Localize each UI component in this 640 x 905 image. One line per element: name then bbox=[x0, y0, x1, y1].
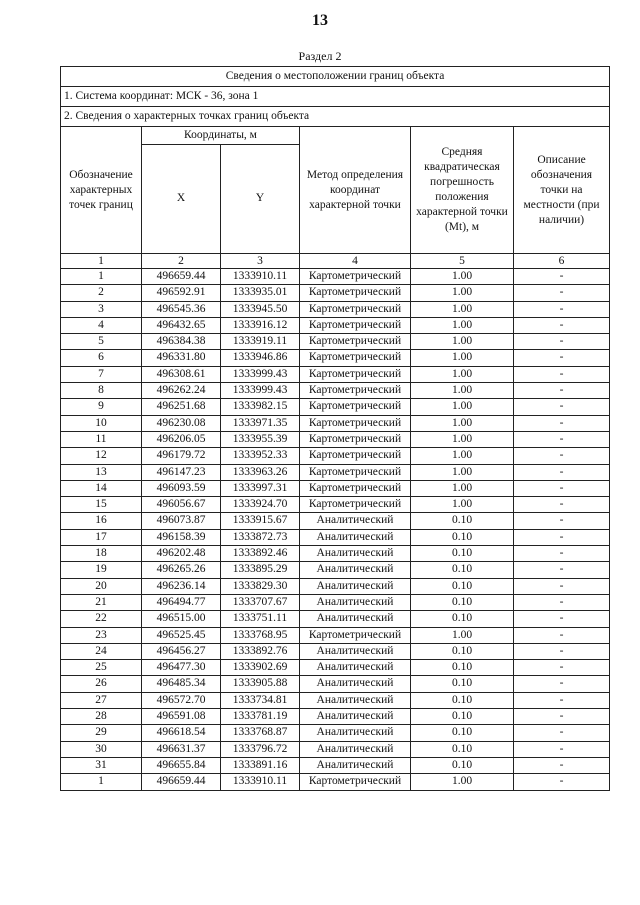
x-coordinate: 496206.05 bbox=[142, 431, 221, 447]
point-number: 28 bbox=[61, 709, 142, 725]
point-number: 25 bbox=[61, 660, 142, 676]
point-number: 24 bbox=[61, 643, 142, 659]
y-coordinate: 1333895.29 bbox=[221, 562, 300, 578]
error-value: 0.10 bbox=[411, 562, 514, 578]
y-coordinate: 1333919.11 bbox=[221, 334, 300, 350]
header-point: Обозначение характерных точек границ bbox=[61, 127, 142, 254]
y-coordinate: 1333924.70 bbox=[221, 497, 300, 513]
method: Картометрический bbox=[300, 350, 411, 366]
x-coordinate: 496236.14 bbox=[142, 578, 221, 594]
x-coordinate: 496179.72 bbox=[142, 448, 221, 464]
y-coordinate: 1333945.50 bbox=[221, 301, 300, 317]
method: Аналитический bbox=[300, 725, 411, 741]
y-coordinate: 1333946.86 bbox=[221, 350, 300, 366]
x-coordinate: 496093.59 bbox=[142, 480, 221, 496]
error-value: 0.10 bbox=[411, 725, 514, 741]
description: - bbox=[514, 497, 610, 513]
description: - bbox=[514, 448, 610, 464]
table-row bbox=[61, 643, 610, 659]
table-row bbox=[61, 464, 610, 480]
description: - bbox=[514, 611, 610, 627]
y-coordinate: 1333734.81 bbox=[221, 692, 300, 708]
y-coordinate: 1333915.67 bbox=[221, 513, 300, 529]
x-coordinate: 496592.91 bbox=[142, 285, 221, 301]
table-title: Сведения о местоположении границ объекта bbox=[61, 67, 610, 87]
header-error: Средняя квадратическая погрешность положения характерной точки (Mt), м bbox=[411, 127, 514, 254]
point-number: 6 bbox=[61, 350, 142, 366]
x-coordinate: 496572.70 bbox=[142, 692, 221, 708]
error-value: 1.00 bbox=[411, 627, 514, 643]
x-coordinate: 496432.65 bbox=[142, 317, 221, 333]
point-number: 4 bbox=[61, 317, 142, 333]
y-coordinate: 1333796.72 bbox=[221, 741, 300, 757]
header-description: Описание обозначения точки на местности (при наличии) bbox=[514, 127, 610, 254]
y-coordinate: 1333910.11 bbox=[221, 269, 300, 285]
error-value: 1.00 bbox=[411, 366, 514, 382]
error-value: 1.00 bbox=[411, 285, 514, 301]
error-value: 1.00 bbox=[411, 464, 514, 480]
x-coordinate: 496494.77 bbox=[142, 594, 221, 610]
column-number: 2 bbox=[142, 254, 221, 269]
point-number: 7 bbox=[61, 366, 142, 382]
method: Аналитический bbox=[300, 513, 411, 529]
table-row bbox=[61, 562, 610, 578]
description: - bbox=[514, 692, 610, 708]
table-row bbox=[61, 709, 610, 725]
point-number: 30 bbox=[61, 741, 142, 757]
error-value: 1.00 bbox=[411, 383, 514, 399]
error-value: 1.00 bbox=[411, 269, 514, 285]
method: Картометрический bbox=[300, 431, 411, 447]
point-number: 21 bbox=[61, 594, 142, 610]
y-coordinate: 1333982.15 bbox=[221, 399, 300, 415]
description: - bbox=[514, 562, 610, 578]
description: - bbox=[514, 334, 610, 350]
method: Картометрический bbox=[300, 285, 411, 301]
error-value: 0.10 bbox=[411, 709, 514, 725]
method: Аналитический bbox=[300, 757, 411, 773]
column-number: 4 bbox=[300, 254, 411, 269]
error-value: 1.00 bbox=[411, 497, 514, 513]
error-value: 1.00 bbox=[411, 431, 514, 447]
table-row bbox=[61, 285, 610, 301]
error-value: 0.10 bbox=[411, 757, 514, 773]
y-coordinate: 1333707.67 bbox=[221, 594, 300, 610]
table-row bbox=[61, 350, 610, 366]
error-value: 0.10 bbox=[411, 676, 514, 692]
table-row bbox=[61, 415, 610, 431]
x-coordinate: 496265.26 bbox=[142, 562, 221, 578]
header-method: Метод определения координат характерной точки bbox=[300, 127, 411, 254]
y-coordinate: 1333955.39 bbox=[221, 431, 300, 447]
table-row bbox=[61, 366, 610, 382]
x-coordinate: 496056.67 bbox=[142, 497, 221, 513]
method: Картометрический bbox=[300, 317, 411, 333]
error-value: 0.10 bbox=[411, 578, 514, 594]
method: Картометрический bbox=[300, 301, 411, 317]
error-value: 1.00 bbox=[411, 399, 514, 415]
y-coordinate: 1333902.69 bbox=[221, 660, 300, 676]
point-number: 31 bbox=[61, 757, 142, 773]
table-row bbox=[61, 692, 610, 708]
boundary-points-table bbox=[60, 66, 610, 791]
y-coordinate: 1333952.33 bbox=[221, 448, 300, 464]
table-row bbox=[61, 676, 610, 692]
y-coordinate: 1333905.88 bbox=[221, 676, 300, 692]
method: Аналитический bbox=[300, 578, 411, 594]
point-number: 9 bbox=[61, 399, 142, 415]
table-row bbox=[61, 611, 610, 627]
x-coordinate: 496545.36 bbox=[142, 301, 221, 317]
description: - bbox=[514, 415, 610, 431]
error-value: 1.00 bbox=[411, 317, 514, 333]
method: Аналитический bbox=[300, 611, 411, 627]
x-coordinate: 496591.08 bbox=[142, 709, 221, 725]
method: Картометрический bbox=[300, 366, 411, 382]
column-number: 3 bbox=[221, 254, 300, 269]
description: - bbox=[514, 431, 610, 447]
method: Аналитический bbox=[300, 643, 411, 659]
description: - bbox=[514, 546, 610, 562]
page-number: 13 bbox=[312, 12, 328, 29]
point-number: 17 bbox=[61, 529, 142, 545]
description: - bbox=[514, 757, 610, 773]
point-number: 20 bbox=[61, 578, 142, 594]
x-coordinate: 496659.44 bbox=[142, 774, 221, 790]
y-coordinate: 1333892.76 bbox=[221, 643, 300, 659]
points-rows bbox=[61, 269, 610, 791]
table-row bbox=[61, 529, 610, 545]
method: Аналитический bbox=[300, 529, 411, 545]
column-number-row bbox=[61, 254, 610, 269]
method: Аналитический bbox=[300, 676, 411, 692]
points-heading: 2. Сведения о характерных точках границ объекта bbox=[61, 107, 610, 127]
table-row bbox=[61, 725, 610, 741]
method: Картометрический bbox=[300, 464, 411, 480]
point-number: 27 bbox=[61, 692, 142, 708]
point-number: 3 bbox=[61, 301, 142, 317]
table-row bbox=[61, 269, 610, 285]
y-coordinate: 1333768.87 bbox=[221, 725, 300, 741]
error-value: 1.00 bbox=[411, 774, 514, 790]
point-number: 15 bbox=[61, 497, 142, 513]
method: Картометрический bbox=[300, 774, 411, 790]
description: - bbox=[514, 709, 610, 725]
header-y: Y bbox=[221, 145, 300, 254]
x-coordinate: 496456.27 bbox=[142, 643, 221, 659]
x-coordinate: 496073.87 bbox=[142, 513, 221, 529]
description: - bbox=[514, 366, 610, 382]
x-coordinate: 496308.61 bbox=[142, 366, 221, 382]
error-value: 0.10 bbox=[411, 611, 514, 627]
description: - bbox=[514, 660, 610, 676]
y-coordinate: 1333829.30 bbox=[221, 578, 300, 594]
y-coordinate: 1333963.26 bbox=[221, 464, 300, 480]
point-number: 8 bbox=[61, 383, 142, 399]
point-number: 26 bbox=[61, 676, 142, 692]
point-number: 19 bbox=[61, 562, 142, 578]
y-coordinate: 1333971.35 bbox=[221, 415, 300, 431]
y-coordinate: 1333751.11 bbox=[221, 611, 300, 627]
description: - bbox=[514, 350, 610, 366]
x-coordinate: 496618.54 bbox=[142, 725, 221, 741]
y-coordinate: 1333891.16 bbox=[221, 757, 300, 773]
point-number: 2 bbox=[61, 285, 142, 301]
description: - bbox=[514, 676, 610, 692]
point-number: 29 bbox=[61, 725, 142, 741]
error-value: 0.10 bbox=[411, 513, 514, 529]
description: - bbox=[514, 578, 610, 594]
description: - bbox=[514, 725, 610, 741]
point-number: 16 bbox=[61, 513, 142, 529]
error-value: 1.00 bbox=[411, 301, 514, 317]
description: - bbox=[514, 513, 610, 529]
section-title: Раздел 2 bbox=[298, 49, 342, 63]
error-value: 1.00 bbox=[411, 448, 514, 464]
column-number: 5 bbox=[411, 254, 514, 269]
error-value: 0.10 bbox=[411, 546, 514, 562]
point-number: 14 bbox=[61, 480, 142, 496]
table-row bbox=[61, 431, 610, 447]
table-row bbox=[61, 741, 610, 757]
error-value: 0.10 bbox=[411, 741, 514, 757]
description: - bbox=[514, 741, 610, 757]
header-coordinates: Координаты, м bbox=[142, 127, 300, 145]
point-number: 1 bbox=[61, 269, 142, 285]
method: Аналитический bbox=[300, 660, 411, 676]
error-value: 1.00 bbox=[411, 350, 514, 366]
y-coordinate: 1333935.01 bbox=[221, 285, 300, 301]
point-number: 10 bbox=[61, 415, 142, 431]
description: - bbox=[514, 529, 610, 545]
x-coordinate: 496655.84 bbox=[142, 757, 221, 773]
description: - bbox=[514, 317, 610, 333]
table-row bbox=[61, 383, 610, 399]
point-number: 11 bbox=[61, 431, 142, 447]
table-row bbox=[61, 497, 610, 513]
method: Картометрический bbox=[300, 415, 411, 431]
header-x: X bbox=[142, 145, 221, 254]
description: - bbox=[514, 774, 610, 790]
description: - bbox=[514, 285, 610, 301]
table-row bbox=[61, 578, 610, 594]
x-coordinate: 496477.30 bbox=[142, 660, 221, 676]
method: Картометрический bbox=[300, 448, 411, 464]
y-coordinate: 1333999.43 bbox=[221, 383, 300, 399]
description: - bbox=[514, 301, 610, 317]
table-row bbox=[61, 546, 610, 562]
table-row bbox=[61, 660, 610, 676]
point-number: 13 bbox=[61, 464, 142, 480]
method: Картометрический bbox=[300, 383, 411, 399]
x-coordinate: 496525.45 bbox=[142, 627, 221, 643]
table-row bbox=[61, 594, 610, 610]
error-value: 0.10 bbox=[411, 643, 514, 659]
method: Картометрический bbox=[300, 399, 411, 415]
point-number: 23 bbox=[61, 627, 142, 643]
x-coordinate: 496251.68 bbox=[142, 399, 221, 415]
x-coordinate: 496485.34 bbox=[142, 676, 221, 692]
y-coordinate: 1333768.95 bbox=[221, 627, 300, 643]
x-coordinate: 496230.08 bbox=[142, 415, 221, 431]
table-row bbox=[61, 399, 610, 415]
description: - bbox=[514, 464, 610, 480]
table-row bbox=[61, 513, 610, 529]
method: Картометрический bbox=[300, 480, 411, 496]
x-coordinate: 496158.39 bbox=[142, 529, 221, 545]
description: - bbox=[514, 594, 610, 610]
x-coordinate: 496659.44 bbox=[142, 269, 221, 285]
method: Картометрический bbox=[300, 269, 411, 285]
method: Аналитический bbox=[300, 709, 411, 725]
error-value: 0.10 bbox=[411, 594, 514, 610]
x-coordinate: 496631.37 bbox=[142, 741, 221, 757]
y-coordinate: 1333999.43 bbox=[221, 366, 300, 382]
description: - bbox=[514, 480, 610, 496]
method: Аналитический bbox=[300, 562, 411, 578]
coordinate-system: 1. Система координат: МСК - 36, зона 1 bbox=[61, 87, 610, 107]
table-row bbox=[61, 627, 610, 643]
description: - bbox=[514, 383, 610, 399]
method: Аналитический bbox=[300, 594, 411, 610]
error-value: 1.00 bbox=[411, 480, 514, 496]
column-number: 6 bbox=[514, 254, 610, 269]
table-row bbox=[61, 480, 610, 496]
column-number: 1 bbox=[61, 254, 142, 269]
method: Аналитический bbox=[300, 692, 411, 708]
x-coordinate: 496331.80 bbox=[142, 350, 221, 366]
table-row bbox=[61, 317, 610, 333]
error-value: 1.00 bbox=[411, 334, 514, 350]
error-value: 0.10 bbox=[411, 692, 514, 708]
error-value: 0.10 bbox=[411, 660, 514, 676]
description: - bbox=[514, 627, 610, 643]
y-coordinate: 1333892.46 bbox=[221, 546, 300, 562]
table-row bbox=[61, 301, 610, 317]
x-coordinate: 496147.23 bbox=[142, 464, 221, 480]
point-number: 22 bbox=[61, 611, 142, 627]
table-row bbox=[61, 774, 610, 790]
point-number: 12 bbox=[61, 448, 142, 464]
method: Картометрический bbox=[300, 497, 411, 513]
point-number: 1 bbox=[61, 774, 142, 790]
y-coordinate: 1333781.19 bbox=[221, 709, 300, 725]
method: Аналитический bbox=[300, 741, 411, 757]
table-row bbox=[61, 757, 610, 773]
point-number: 18 bbox=[61, 546, 142, 562]
method: Картометрический bbox=[300, 334, 411, 350]
table-row bbox=[61, 334, 610, 350]
x-coordinate: 496262.24 bbox=[142, 383, 221, 399]
x-coordinate: 496384.38 bbox=[142, 334, 221, 350]
x-coordinate: 496515.00 bbox=[142, 611, 221, 627]
method: Картометрический bbox=[300, 627, 411, 643]
x-coordinate: 496202.48 bbox=[142, 546, 221, 562]
y-coordinate: 1333997.31 bbox=[221, 480, 300, 496]
error-value: 0.10 bbox=[411, 529, 514, 545]
description: - bbox=[514, 399, 610, 415]
point-number: 5 bbox=[61, 334, 142, 350]
description: - bbox=[514, 643, 610, 659]
method: Аналитический bbox=[300, 546, 411, 562]
table-row bbox=[61, 448, 610, 464]
y-coordinate: 1333916.12 bbox=[221, 317, 300, 333]
error-value: 1.00 bbox=[411, 415, 514, 431]
y-coordinate: 1333910.11 bbox=[221, 774, 300, 790]
y-coordinate: 1333872.73 bbox=[221, 529, 300, 545]
description: - bbox=[514, 269, 610, 285]
